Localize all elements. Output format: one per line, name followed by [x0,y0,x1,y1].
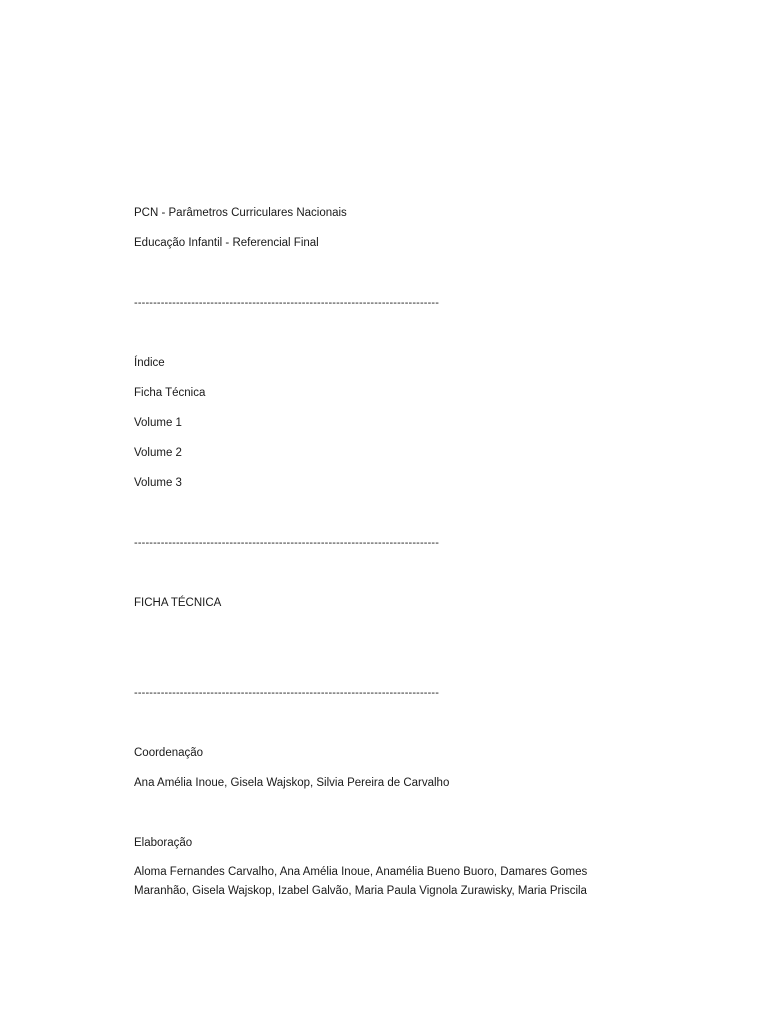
index-item-ficha-tecnica[interactable]: Ficha Técnica [134,387,206,399]
index-item-volume-2[interactable]: Volume 2 [134,447,182,459]
separator-line: -------------------------------------------------------------------------------- [134,687,440,699]
elaboracao-heading: Elaboração [134,837,193,849]
index-item-volume-1[interactable]: Volume 1 [134,417,182,429]
ficha-tecnica-heading: FICHA TÉCNICA [134,597,222,609]
separator-line: -------------------------------------------------------------------------------- [134,537,440,549]
document-subtitle: Educação Infantil - Referencial Final [134,237,319,249]
index-item-volume-3[interactable]: Volume 3 [134,477,182,489]
document-title: PCN - Parâmetros Curriculares Nacionais [134,207,347,219]
coordenacao-heading: Coordenação [134,747,204,759]
index-heading: Índice [134,357,165,369]
coordenacao-names: Ana Amélia Inoue, Gisela Wajskop, Silvia Pereira de Carvalho [134,777,450,789]
separator-line: -------------------------------------------------------------------------------- [134,297,440,309]
elaboracao-names: Aloma Fernandes Carvalho, Ana Amélia Inoue, Anamélia Bueno Buoro, Damares Gomes Maranhão, Gisela Wajskop, Izabel Galvão, Maria Paula Vignola Zurawisky, Maria Priscila [134,866,588,897]
